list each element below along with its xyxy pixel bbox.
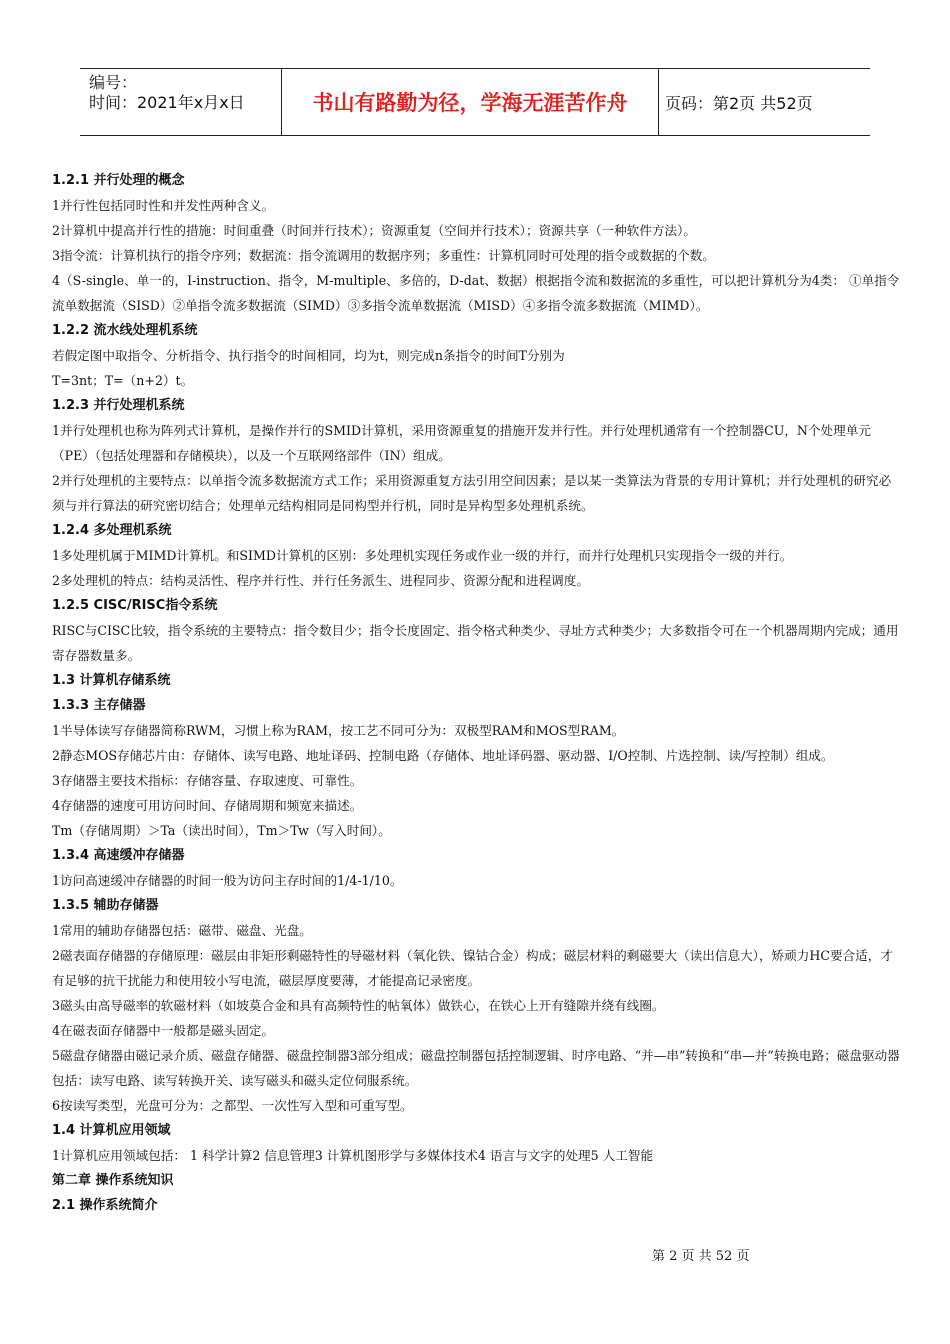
paragraph: 4（S-single、单一的，I-instruction、指令，M-multiple、多倍的，D-dat、数据）根据指令流和数据流的多重性，可以把计算机分为4类： ①单指令流单数据流（SISD）②单指令流多数据流（SIMD）③多指令流单数据流（MISD）④多指令流多数据流（MIMD）。 <box>52 273 900 313</box>
paragraph: 4存储器的速度可用访问时间、存储周期和频宽来描述。 <box>52 798 363 813</box>
section-heading: 第二章 操作系统知识 <box>52 1173 174 1188</box>
paragraph: 3存储器主要技术指标：存储容量、存取速度、可靠性。 <box>52 773 363 788</box>
page-header <box>80 68 870 136</box>
header-page-code: 页码：第2页 共52页 <box>665 93 813 113</box>
paragraph: 1多处理机属于MIMD计算机。和SIMD计算机的区别：多处理机实现任务或作业一级的并行，而并行处理机只实现指令一级的并行。 <box>52 548 793 563</box>
section-heading: 1.4 计算机应用领域 <box>52 1123 171 1138</box>
paragraph: 1半导体读写存储器简称RWM，习惯上称为RAM，按工艺不同可分为：双极型RAM和MOS型RAM。 <box>52 723 625 738</box>
paragraph: 5磁盘存储器由磁记录介质、磁盘存储器、磁盘控制器3部分组成；磁盘控制器包括控制逻辑、时序电路、“并—串”转换和“串—并”转换电路；磁盘驱动器包括：读写电路、读写转换开关、读写磁头和磁头定位伺服系统。 <box>52 1048 900 1088</box>
section-heading: 1.2.4 多处理机系统 <box>52 523 172 538</box>
section-heading: 2.1 操作系统简介 <box>52 1198 158 1213</box>
paragraph: 4在磁表面存储器中一般都是磁头固定。 <box>52 1023 275 1038</box>
section-heading: 1.2.1 并行处理的概念 <box>52 173 185 188</box>
header-time-label: 时间：2021年x月x日 <box>89 93 245 112</box>
page-footer: 第 2 页 共 52 页 <box>652 1249 750 1264</box>
section-heading: 1.2.2 流水线处理机系统 <box>52 323 198 338</box>
section-heading: 1.3 计算机存储系统 <box>52 673 171 688</box>
section-heading: 1.2.3 并行处理机系统 <box>52 398 185 413</box>
paragraph: 1计算机应用领域包括： 1 科学计算2 信息管理3 计算机图形学与多媒体技术4 语言与文字的处理5 人工智能 <box>52 1148 654 1163</box>
paragraph: 2多处理机的特点：结构灵活性、程序并行性、并行任务派生、进程同步、资源分配和进程调度。 <box>52 573 589 588</box>
section-heading: 1.3.5 辅助存储器 <box>52 898 159 913</box>
paragraph: 2磁表面存储器的存储原理：磁层由非矩形剩磁特性的导磁材料（氧化铁、镍钴合金）构成；磁层材料的剩磁要大（读出信息大），矫顽力HC要合适，才有足够的抗干扰能力和使用较小写电流，磁层厚度要薄，才能提高记录密度。 <box>52 948 893 988</box>
paragraph: 1并行性包括同时性和并发性两种含义。 <box>52 198 275 213</box>
paragraph: 3指令流：计算机执行的指令序列；数据流：指令流调用的数据序列；多重性：计算机同时可处理的指令或数据的个数。 <box>52 248 715 263</box>
paragraph: 1并行处理机也称为阵列式计算机，是操作并行的SMID计算机，采用资源重复的措施开发并行性。并行处理机通常有一个控制器CU，N个处理单元（PE）（包括处理器和存储模块），以及一个互联网络部件（IN）组成。 <box>52 423 871 463</box>
paragraph: 若假定图中取指令、分析指令、执行指令的时间相同，均为t，则完成n条指令的时间T分别为 <box>52 348 565 363</box>
document-body <box>52 168 900 1218</box>
paragraph: 1常用的辅助存储器包括：磁带、磁盘、光盘。 <box>52 923 312 938</box>
header-info-cell <box>80 69 282 135</box>
section-heading: 1.3.4 高速缓冲存储器 <box>52 848 185 863</box>
paragraph: 6按读写类型，光盘可分为：之都型、一次性写入型和可重写型。 <box>52 1098 413 1113</box>
paragraph: Tm（存储周期）＞Ta（读出时间），Tm＞Tw（写入时间）。 <box>52 823 391 838</box>
paragraph: T=3nt；T=（n+2）t。 <box>52 373 194 388</box>
paragraph: 2计算机中提高并行性的措施：时间重叠（时间并行技术）；资源重复（空间并行技术）；资源共享（一种软件方法）。 <box>52 223 696 238</box>
paragraph: 2并行处理机的主要特点：以单指令流多数据流方式工作；采用资源重复方法引用空间因素；是以某一类算法为背景的专用计算机；并行处理机的研究必须与并行算法的研究密切结合；处理单元结构相同是同构型并行机，同时是异构型多处理机系统。 <box>52 473 892 513</box>
header-motto: 书山有路勤为径，学海无涯苦作舟 <box>282 69 659 135</box>
paragraph: RISC与CISC比较，指令系统的主要特点：指令数目少；指令长度固定、指令格式种类少、寻址方式种类少；大多数指令可在一个机器周期内完成；通用寄存器数量多。 <box>52 623 899 663</box>
paragraph: 3磁头由高导磁率的软磁材料（如坡莫合金和具有高频特性的帖氧体）做铁心，在铁心上开有缝隙并绕有线圈。 <box>52 998 665 1013</box>
header-number-label: 编号： <box>89 73 138 92</box>
paragraph: 2静态MOS存储芯片由：存储体、读写电路、地址译码、控制电路（存储体、地址译码器、驱动器、I/O控制、片选控制、读/写控制）组成。 <box>52 748 834 763</box>
section-heading: 1.2.5 CISC/RISC指令系统 <box>52 598 218 613</box>
paragraph: 1访问高速缓冲存储器的时间一般为访问主存时间的1/4-1/10。 <box>52 873 403 888</box>
section-heading: 1.3.3 主存储器 <box>52 698 146 713</box>
